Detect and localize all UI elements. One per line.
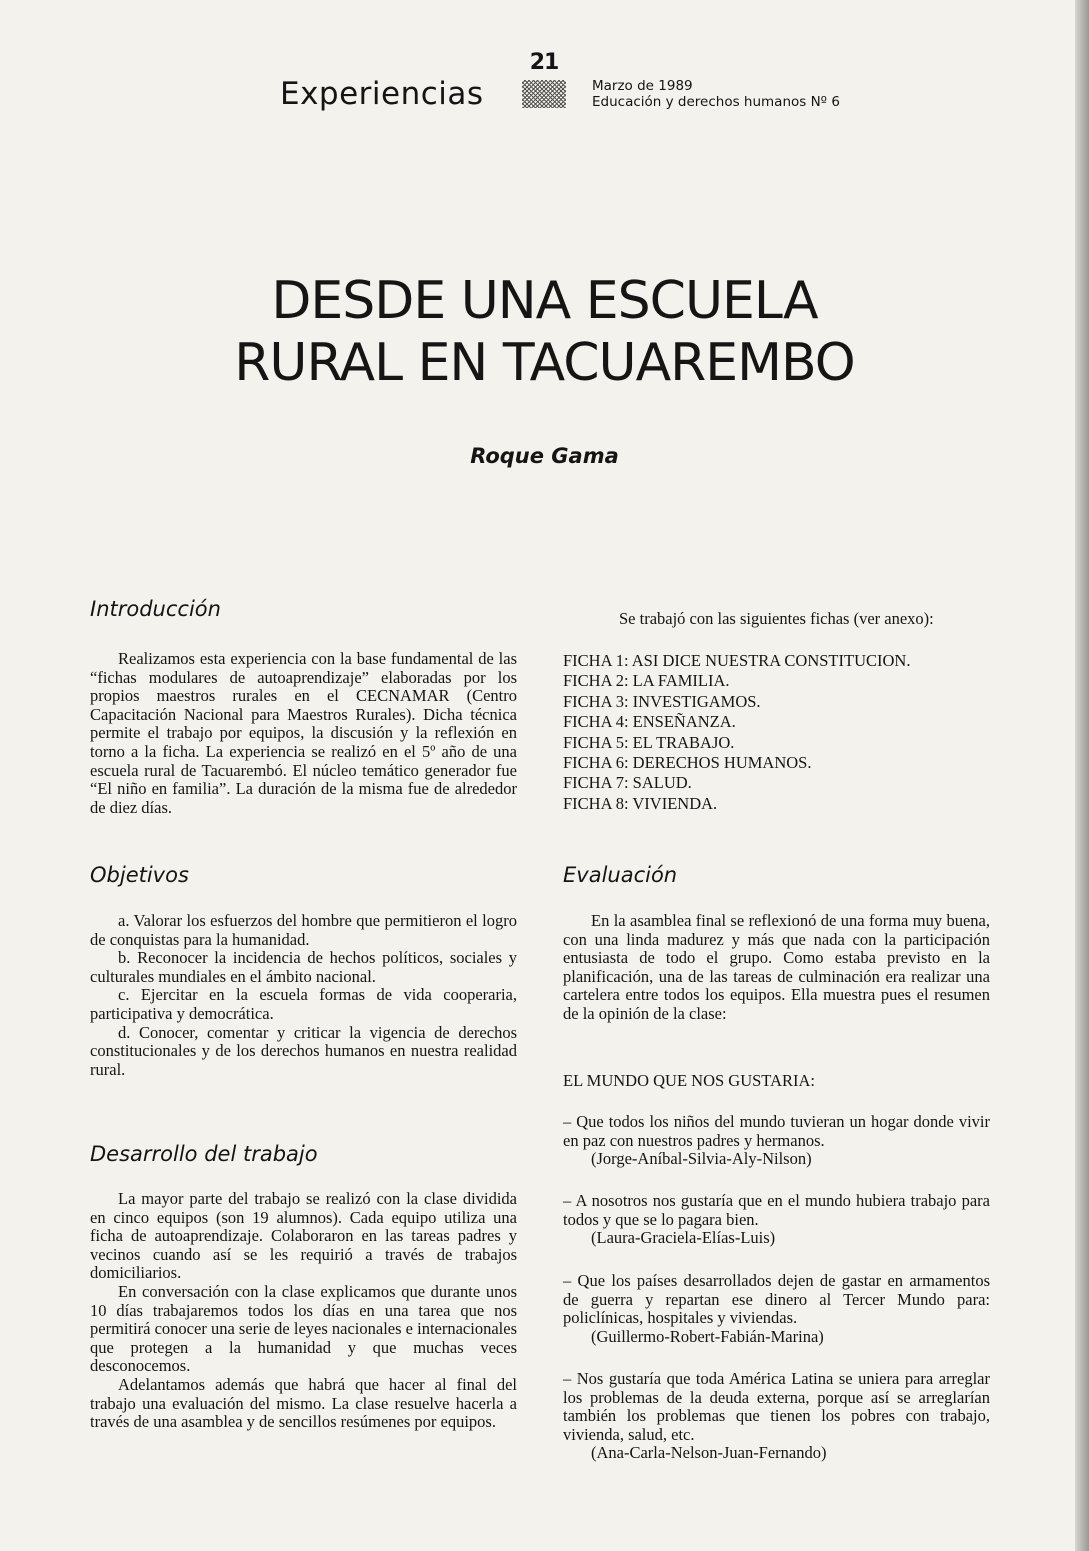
ficha-item: FICHA 5: EL TRABAJO. xyxy=(563,732,735,752)
page-edge xyxy=(1075,0,1089,1551)
fichas-list xyxy=(563,651,910,814)
publication-name: Educación y derechos humanos Nº 6 xyxy=(592,94,840,110)
opinion-entry xyxy=(563,1272,990,1346)
opinion-text: – Que los países desarrollados dejen de gastar en armamentos de guerra y repartan ese dinero al Tercer Mundo para: policlínicas, hospitales y viviendas. xyxy=(563,1271,990,1328)
header-meta xyxy=(592,78,840,110)
ficha-item: FICHA 6: DERECHOS HUMANOS. xyxy=(563,753,812,773)
desarrollo-paragraph-1: La mayor parte del trabajo se realizó con la clase dividida en cinco equipos (son 19 alumnos). Cada equipo utiliza una ficha de autoaprendizaje. Colaboraron en las tareas padres y vecinos cuando así se les requirió a través de trabajos domiciliarios. xyxy=(90,1189,517,1283)
article-author: Roque Gama xyxy=(470,444,619,468)
objetivo-c: c. Ejercitar en la escuela formas de vida cooperaria, participativa y democrática. xyxy=(90,985,517,1023)
ficha-item: FICHA 7: SALUD. xyxy=(563,773,692,793)
opinion-entry xyxy=(563,1370,990,1463)
desarrollo-paragraph-3: Adelantamos además que habrá que hacer al final del trabajo una evaluación del mismo. La clase resuelve hacerla a través de una asamblea y de sencillos resúmenes por equipos. xyxy=(90,1374,517,1432)
page-number: 21 xyxy=(529,50,559,75)
opinion-authors: (Ana-Carla-Nelson-Juan-Fernando) xyxy=(591,1443,827,1463)
hatch-ornament xyxy=(522,80,566,108)
heading-evaluacion: Evaluación xyxy=(563,863,678,887)
objetivo-b: b. Reconocer la incidencia de hechos políticos, sociales y culturales mundiales en el ámbito nacional. xyxy=(90,948,517,986)
desarrollo-paragraph-2: En conversación con la clase explicamos que durante unos 10 días trabajaremos todos los días en una tarea que nos permitirá conocer una serie de leyes nacionales e internacionales que protegen a la humanidad y que muchas veces desconocemos. xyxy=(90,1281,517,1376)
objetivo-a: a. Valorar los esfuerzos del hombre que permitieron el logro de conquistas para la humanidad. xyxy=(90,911,517,949)
opinion-authors: (Guillermo-Robert-Fabián-Marina) xyxy=(591,1326,824,1346)
title-line-1: DESDE UNA ESCUELA xyxy=(271,271,818,331)
article-title xyxy=(0,270,1089,394)
opinion-authors: (Jorge-Aníbal-Silvia-Aly-Nilson) xyxy=(591,1149,812,1169)
title-line-2: RURAL EN TACUAREMBO xyxy=(234,333,855,393)
evaluacion-paragraph: En la asamblea final se reflexionó de una forma muy buena, con una linda madurez y más que nada con la participación entusiasta de todo el grupo. Como estaba previsto en la planificación, una de las tareas de culminación era realizar una cartelera entre todos los equipos. Ella muestra pues el resumen de la opinión de la clase: xyxy=(563,911,990,1023)
ficha-item: FICHA 8: VIVIENDA. xyxy=(563,793,718,813)
ficha-item: FICHA 1: ASI DICE NUESTRA CONSTITUCION. xyxy=(563,651,911,670)
heading-objetivos: Objetivos xyxy=(90,863,189,887)
heading-desarrollo: Desarrollo del trabajo xyxy=(90,1142,318,1166)
mundo-heading: EL MUNDO QUE NOS GUSTARIA: xyxy=(563,1071,815,1090)
opinion-text: – Nos gustaría que toda América Latina se uniera para arreglar los problemas de la deuda externa, porque así se arreglarían también los problemas que tienen los pobres con trabajo, vivienda, salud, etc. xyxy=(563,1369,990,1444)
opinion-text: – Que todos los niños del mundo tuvieran un hogar donde vivir en paz con nuestros padres y hermanos. xyxy=(563,1112,990,1150)
opinion-text: – A nosotros nos gustaría que en el mundo hubiera trabajo para todos y que se lo pagara bien. xyxy=(563,1191,990,1229)
fichas-intro: Se trabajó con las siguientes fichas (ver anexo): xyxy=(619,609,934,628)
section-name: Experiencias xyxy=(280,76,484,112)
objetivos-body xyxy=(90,912,517,1079)
heading-introduccion: Introducción xyxy=(90,597,221,621)
ficha-item: FICHA 2: LA FAMILIA. xyxy=(563,671,730,691)
objetivo-d: d. Conocer, comentar y criticar la vigencia de derechos constitucionales y de los derechos humanos en nuestra realidad rural. xyxy=(90,1022,517,1079)
ficha-item: FICHA 3: INVESTIGAMOS. xyxy=(563,691,761,711)
introduccion-paragraph: Realizamos esta experiencia con la base fundamental de las “fichas modulares de autoaprendizaje” elaboradas por los propios maestros rurales en el CECNAMAR (Centro Capacitación Nacional para Maestros Rurales). Dicha técnica permite el trabajo por equipos, la discusión y la reflexión en torno a la ficha. La experiencia se realizó en el 5º año de una escuela rural de Tacuarembó. El núcleo temático generador fue “El niño en familia”. La duración de la misma fue de alrededor de diez días. xyxy=(90,649,517,817)
issue-date: Marzo de 1989 xyxy=(592,78,693,94)
ficha-item: FICHA 4: ENSEÑANZA. xyxy=(563,712,736,732)
opinion-entry xyxy=(563,1192,990,1248)
evaluacion-body xyxy=(563,912,990,1024)
desarrollo-body xyxy=(90,1190,517,1432)
opinion-entry xyxy=(563,1113,990,1169)
opinion-authors: (Laura-Graciela-Elías-Luis) xyxy=(591,1228,776,1248)
introduccion-body xyxy=(90,650,517,817)
